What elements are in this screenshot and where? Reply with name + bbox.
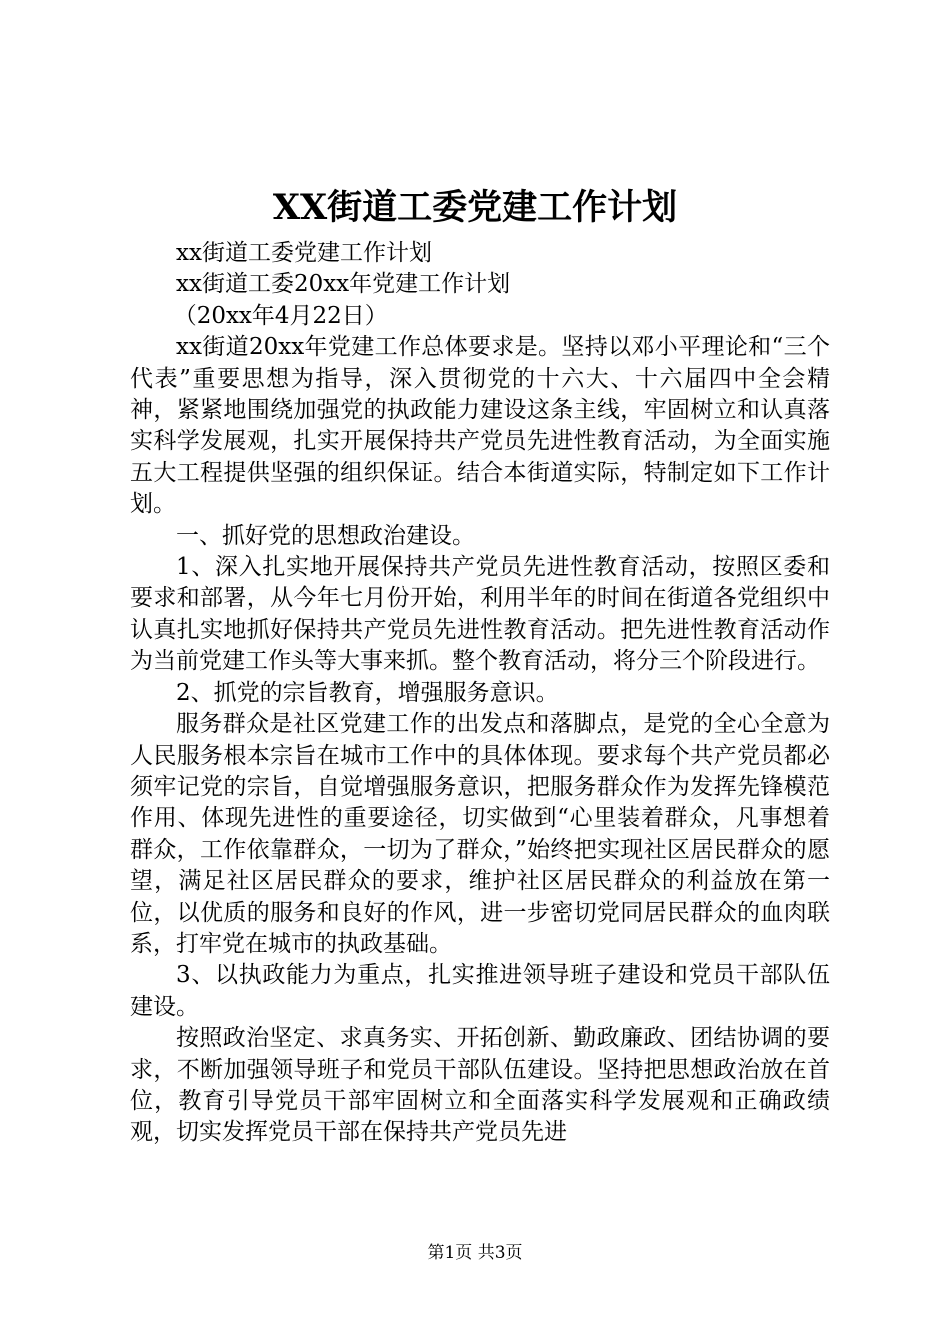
- paragraph-item-1: 1、深入扎实地开展保持共产党员先进性教育活动，按照区委和要求和部署，从今年七月份开始，利用半年的时间在街道各党组织中认真扎实地抓好保持共产党员先进性教育活动。把先进性教育活动作为当前党建工作头等大事来抓。整个教育活动，将分三个阶段进行。: [130, 554, 830, 675]
- paragraph-item-2: 2、抓党的宗旨教育，增强服务意识。: [176, 679, 559, 706]
- paragraph-service: 服务群众是社区党建工作的出发点和落脚点，是党的全心全意为人民服务根本宗旨在城市工作中的具体体现。要求每个共产党员都必须牢记党的宗旨，自觉增强服务意识，把服务群众作为发挥先锋模范作用、体现先进性的重要途径，切实做到“心里装着群众，凡事想着群众，工作依靠群众，一切为了群众，”始终把实现社区居民群众的愿望，满足社区居民群众的要求，维护社区居民群众的利益放在第一位，以优质的服务和良好的作风，进一步密切党同居民群众的血肉联系，打牢党在城市的执政基础。: [130, 711, 830, 957]
- paragraph-item-3: 3、以执政能力为重点，扎实推进领导班子建设和党员干部队伍建设。: [130, 962, 830, 1020]
- paragraph-subtitle: xx街道工委党建工作计划: [176, 240, 432, 266]
- paragraph-date: （20xx年4月22日）: [173, 302, 388, 329]
- paragraph-overview: xx街道20xx年党建工作总体要求是。坚持以邓小平理论和“三个代表”重要思想为指导，深入贯彻党的十六大、十六届四中全会精神，紧紧地围绕加强党的执政能力建设这条主线，牢固树立和认真落实科学发展观，扎实开展保持共产党员先进性教育活动，为全面实施五大工程提供坚强的组织保证。结合本街道实际，特制定如下工作计划。: [130, 334, 830, 518]
- document-title: XX街道工委党建工作计划: [272, 187, 678, 228]
- page-footer: 第1页 共3页: [427, 1243, 523, 1263]
- document-body: [130, 238, 830, 1149]
- section-heading-1: 一、抓好党的思想政治建设。: [176, 522, 475, 549]
- paragraph-plan-name: xx街道工委20xx年党建工作计划: [176, 271, 511, 298]
- paragraph-leadership: 按照政治坚定、求真务实、开拓创新、勤政廉政、团结协调的要求，不断加强领导班子和党员干部队伍建设。坚持把思想政治放在首位，教育引导党员干部牢固树立和全面落实科学发展观和正确政绩观，切实发挥党员干部在保持共产党员先进: [130, 1025, 830, 1146]
